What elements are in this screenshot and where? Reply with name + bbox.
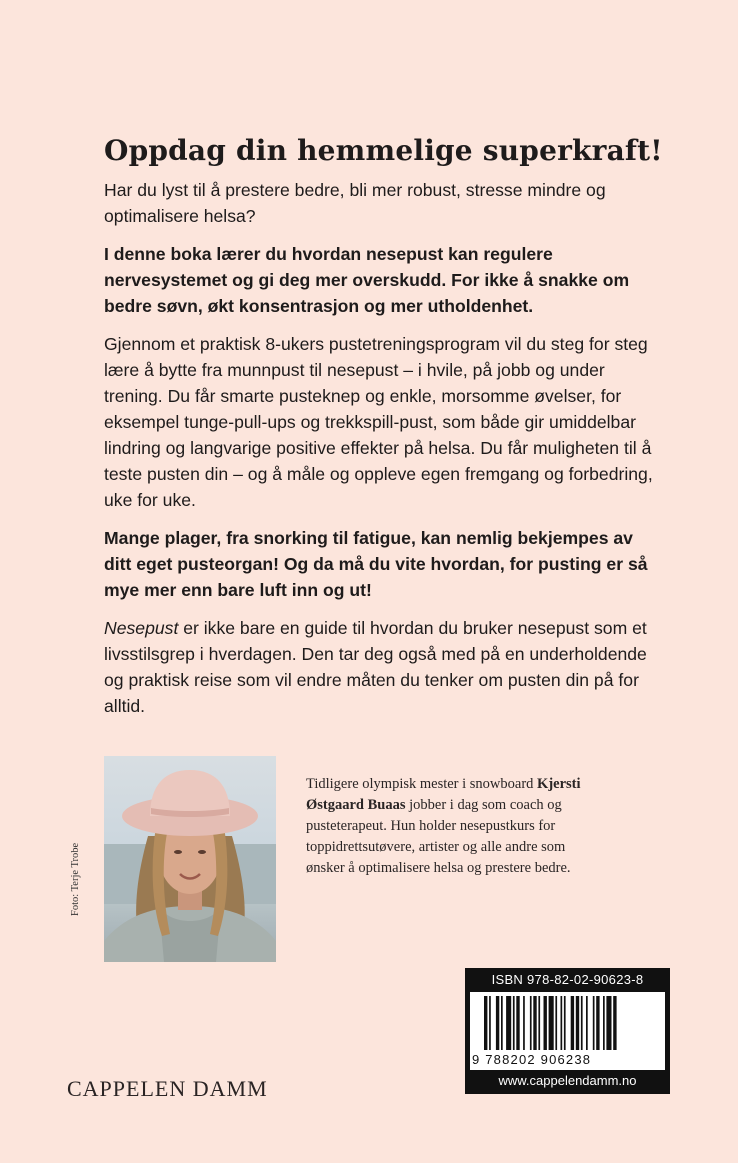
book-title: Nesepust xyxy=(104,618,179,638)
barcode-bar xyxy=(501,996,503,1050)
bio-intro: Tidligere olympisk mester i snowboard xyxy=(306,776,538,792)
barcode-bar xyxy=(530,996,532,1050)
barcode-bar xyxy=(538,996,540,1050)
publisher-logo: CAPPELEN DAMM xyxy=(67,1076,268,1101)
barcode-bar xyxy=(603,996,605,1050)
author-name: Kjersti Østgaard Buaas xyxy=(306,776,581,813)
barcode-bar xyxy=(484,996,487,1050)
barcode-bar xyxy=(613,996,616,1050)
barcode-bar xyxy=(571,996,574,1050)
barcode-bar xyxy=(606,996,611,1050)
isbn-text: ISBN 978-82-02-90623-8 xyxy=(491,972,644,987)
barcode-bar xyxy=(489,996,491,1050)
barcode-bar xyxy=(586,996,588,1050)
barcode xyxy=(470,992,665,1070)
author-photo xyxy=(104,756,276,962)
headline: Oppdag din hemmelige superkraft! xyxy=(104,134,663,167)
barcode-bar xyxy=(593,996,595,1050)
barcode-bar xyxy=(496,996,499,1050)
barcode-bar xyxy=(533,996,536,1050)
publisher-url: www.cappelendamm.no xyxy=(498,1073,637,1088)
barcode-bar xyxy=(506,996,511,1050)
barcode-digits: 9 788202 906238 xyxy=(472,1052,592,1067)
intro-paragraph: Har du lyst til å prestere bedre, bli mer robust, stresse mindre og optimalisere helsa? xyxy=(104,180,606,226)
barcode-box xyxy=(465,968,670,1094)
barcode-bar xyxy=(523,996,525,1050)
problems-paragraph: Mange plager, fra snorking til fatigue, kan nemlig bekjempes av ditt eget pusteorgan! Og da må du vite hvordan, for pusting er så mye mer enn bare luft inn og ut! xyxy=(104,528,648,600)
barcode-bar xyxy=(596,996,599,1050)
barcode-bar xyxy=(576,996,579,1050)
photo-credit: Foto: Terje Trobe xyxy=(70,842,81,916)
author-bio xyxy=(306,774,606,879)
barcode-bar xyxy=(516,996,519,1050)
program-paragraph: Gjennom et praktisk 8-ukers pustetreningsprogram vil du steg for steg lære å bytte fra munnpust til nesepust – i hvile, på jobb og under trening. Du får smarte pusteknep og enkle, morsomme øvelser, for eksempel tunge-pull-ups og trekkspill-pust, som både gir umiddelbar lindring og langvarige positive effekter på helsa. Du får muligheten til å teste pusten din – og å måle og oppleve egen fremgang og forbedring, uke for uke. xyxy=(104,334,653,510)
barcode-bar xyxy=(549,996,554,1050)
barcode-bar xyxy=(544,996,547,1050)
highlight-paragraph: I denne boka lærer du hvordan nesepust kan regulere nervesystemet og gi deg mer overskudd. For ikke å snakke om bedre søvn, økt konsentrasjon og mer utholdenhet. xyxy=(104,244,630,316)
barcode-bars xyxy=(470,992,665,1054)
barcode-bar xyxy=(564,996,566,1050)
barcode-bar xyxy=(561,996,563,1050)
closing-paragraph-text: er ikke bare en guide til hvordan du bruker nesepust som et livsstilsgrep i hverdagen. Den tar deg også med på en underholdende og praktisk reise som vil endre måten du tenker om pusten din på for alltid. xyxy=(104,618,647,716)
barcode-bar xyxy=(581,996,583,1050)
barcode-bar xyxy=(513,996,515,1050)
barcode-bar xyxy=(555,996,557,1050)
closing-paragraph xyxy=(104,615,664,719)
back-cover-text xyxy=(104,134,664,731)
bio-rest: jobber i dag som coach og pusteterapeut. Hun holder nesepustkurs for toppidrettsutøvere, artister og alle andre som ønsker å optimalisere helsa og prestere bedre. xyxy=(306,797,571,876)
